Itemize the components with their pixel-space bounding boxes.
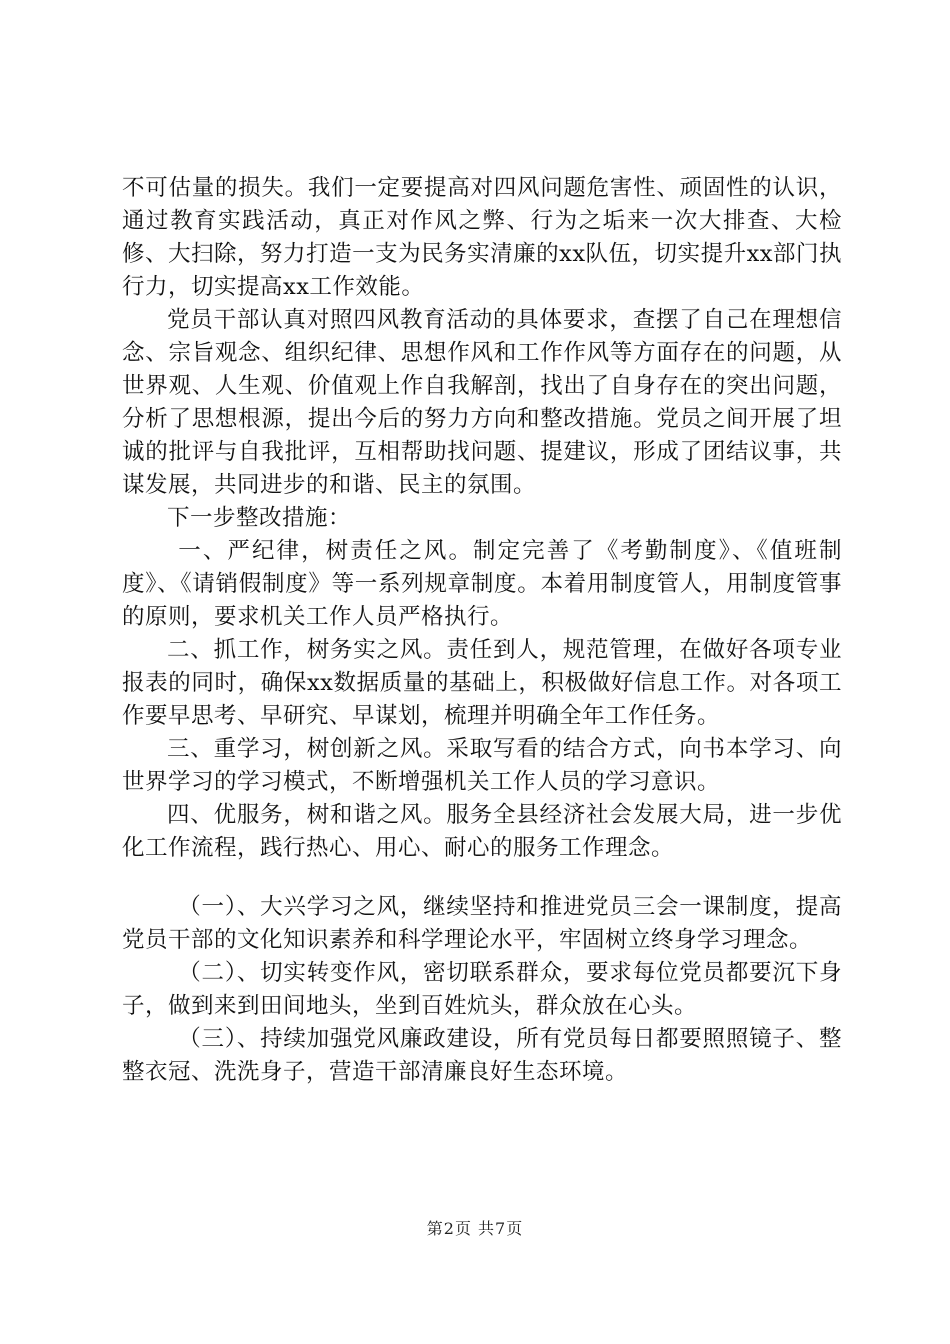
paragraph-2: 党员干部认真对照四风教育活动的具体要求，查摆了自己在理想信念、宗旨观念、组织纪律、思想作风和工作作风等方面存在的问题，从世界观、人生观、价值观上作自我解剖，找出了自身存在的突出问题，分析了思想根源，提出今后的努力方向和整改措施。党员之间开展了坦诚的批评与自我批评，互相帮助找问题、提建议，形成了团结议事，共谋发展，共同进步的和谐、民主的氛围。 [122, 307, 842, 498]
paragraph-measure-3: 三、重学习，树创新之风。采取写看的结合方式，向书本学习、向世界学习的学习模式，不断增强机关工作人员的学习意识。 [122, 736, 842, 795]
document-body [122, 172, 842, 1089]
paragraph-1: 不可估量的损失。我们一定要提高对四风问题危害性、顽固性的认识，通过教育实践活动，真正对作风之弊、行为之垢来一次大排查、大检修、大扫除，努力打造一支为民务实清廉的xx队伍，切实提升xx部门执行力，切实提高xx工作效能。 [122, 175, 842, 300]
paragraph-item-3: （三）、持续加强党风廉政建设，所有党员每日都要照照镜子、整整衣冠、洗洗身子，营造干部清廉良好生态环境。 [122, 1026, 842, 1085]
paragraph-item-2: （二）、切实转变作风，密切联系群众，要求每位党员都要沉下身子，做到来到田间地头，坐到百姓炕头，群众放在心头。 [122, 960, 842, 1019]
paragraph-item-1: （一）、大兴学习之风，继续坚持和推进党员三会一课制度，提高党员干部的文化知识素养和科学理论水平，牢固树立终身学习理念。 [122, 894, 842, 953]
paragraph-measure-2: 二、抓工作，树务实之风。责任到人，规范管理，在做好各项专业报表的同时，确保xx数据质量的基础上，积极做好信息工作。对各项工作要早思考、早研究、早谋划，梳理并明确全年工作任务。 [122, 637, 842, 729]
paragraph-measure-1: 一、严纪律，树责任之风。制定完善了《考勤制度》、《值班制度》、《请销假制度》等一系列规章制度。本着用制度管人，用制度管事的原则，要求机关工作人员严格执行。 [122, 538, 842, 630]
page-footer: 第2页 共7页 [426, 1219, 524, 1238]
paragraph-measure-4: 四、优服务，树和谐之风。服务全县经济社会发展大局，进一步优化工作流程，践行热心、用心、耐心的服务工作理念。 [122, 802, 842, 861]
paragraph-rectification-heading: 下一步整改措施： [167, 505, 352, 531]
